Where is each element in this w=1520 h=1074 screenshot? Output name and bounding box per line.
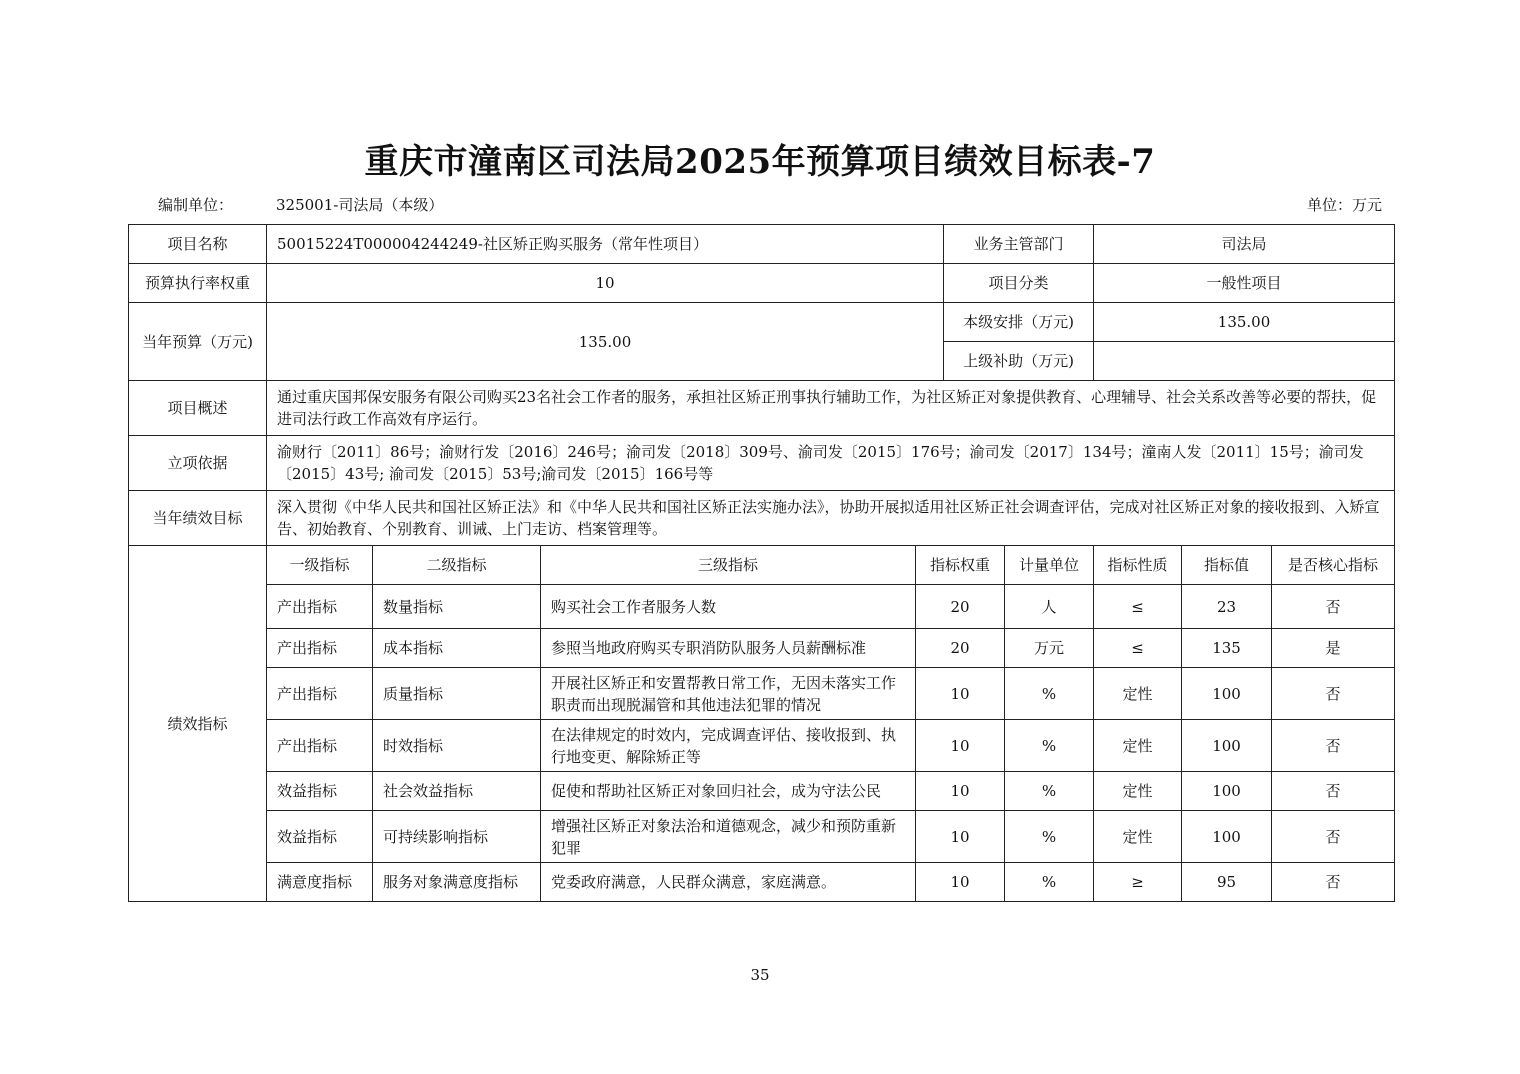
- table-row: [129, 811, 1395, 863]
- table-row: [129, 772, 1395, 811]
- compiling-unit-value: 325001-司法局（本级）: [276, 196, 444, 214]
- level1-cell: 满意度指标: [267, 863, 373, 902]
- project-name-label: 项目名称: [129, 225, 267, 264]
- nature-cell: ≤: [1094, 629, 1182, 668]
- header-core: 是否核心指标: [1272, 546, 1395, 585]
- money-unit: 单位：万元: [1306, 196, 1382, 214]
- header-weight: 指标权重: [916, 546, 1005, 585]
- weight-cell: 20: [916, 585, 1005, 629]
- budget-row: [129, 303, 1395, 342]
- basis-label: 立项依据: [129, 436, 267, 491]
- overview-text: 通过重庆国邦保安服务有限公司购买23名社会工作者的服务，承担社区矫正刑事执行辅助工作，为社区矫正对象提供教育、心理辅导、社会关系改善等必要的帮扶，促进司法行政工作高效有序运行。: [267, 381, 1395, 436]
- core-cell: 否: [1272, 772, 1395, 811]
- goal-label: 当年绩效目标: [129, 491, 267, 546]
- weight-cell: 10: [916, 811, 1005, 863]
- unit-cell: %: [1005, 668, 1094, 720]
- table-row: [129, 585, 1395, 629]
- category-label: 项目分类: [944, 264, 1094, 303]
- value-cell: 95: [1182, 863, 1272, 902]
- weight-cell: 10: [916, 863, 1005, 902]
- unit-cell: %: [1005, 772, 1094, 811]
- value-cell: 100: [1182, 772, 1272, 811]
- weight-row: [129, 264, 1395, 303]
- nature-cell: 定性: [1094, 720, 1182, 772]
- value-cell: 100: [1182, 668, 1272, 720]
- unit-cell: %: [1005, 720, 1094, 772]
- unit-cell: 人: [1005, 585, 1094, 629]
- compiling-unit-label: 编制单位：: [158, 196, 234, 214]
- core-cell: 否: [1272, 863, 1395, 902]
- nature-cell: 定性: [1094, 772, 1182, 811]
- basis-row: [129, 436, 1395, 491]
- project-name-value: 50015224T000004244249-社区矫正购买服务（常年性项目）: [267, 225, 944, 264]
- level3-cell: 在法律规定的时效内，完成调查评估、接收报到、执行地变更、解除矫正等: [541, 720, 916, 772]
- category-value: 一般性项目: [1094, 264, 1395, 303]
- level3-cell: 促使和帮助社区矫正对象回归社会，成为守法公民: [541, 772, 916, 811]
- level1-cell: 产出指标: [267, 629, 373, 668]
- core-cell: 是: [1272, 629, 1395, 668]
- header-nature: 指标性质: [1094, 546, 1182, 585]
- level2-cell: 社会效益指标: [373, 772, 541, 811]
- core-cell: 否: [1272, 585, 1395, 629]
- level2-cell: 质量指标: [373, 668, 541, 720]
- budget-label: 当年预算（万元): [129, 303, 267, 381]
- header-level2: 二级指标: [373, 546, 541, 585]
- weight-cell: 10: [916, 668, 1005, 720]
- local-budget-value: 135.00: [1094, 303, 1395, 342]
- header-value: 指标值: [1182, 546, 1272, 585]
- level1-cell: 产出指标: [267, 585, 373, 629]
- weight-value: 10: [267, 264, 944, 303]
- goal-text: 深入贯彻《中华人民共和国社区矫正法》和《中华人民共和国社区矫正法实施办法》，协助开展拟适用社区矫正社会调查评估，完成对社区矫正对象的接收报到、入矫宣告、初始教育、个别教育、训诫、上门走访、档案管理等。: [267, 491, 1395, 546]
- level2-cell: 时效指标: [373, 720, 541, 772]
- table-row: [129, 668, 1395, 720]
- upper-subsidy-value: [1094, 342, 1395, 381]
- unit-cell: %: [1005, 863, 1094, 902]
- level2-cell: 成本指标: [373, 629, 541, 668]
- core-cell: 否: [1272, 668, 1395, 720]
- weight-label: 预算执行率权重: [129, 264, 267, 303]
- core-cell: 否: [1272, 811, 1395, 863]
- level3-cell: 开展社区矫正和安置帮教日常工作，无因未落实工作职责而出现脱漏管和其他违法犯罪的情况: [541, 668, 916, 720]
- table-row: [129, 629, 1395, 668]
- level1-cell: 效益指标: [267, 772, 373, 811]
- unit-cell: 万元: [1005, 629, 1094, 668]
- nature-cell: ≤: [1094, 585, 1182, 629]
- value-cell: 23: [1182, 585, 1272, 629]
- value-cell: 135: [1182, 629, 1272, 668]
- level2-cell: 服务对象满意度指标: [373, 863, 541, 902]
- table-row: [129, 863, 1395, 902]
- nature-cell: 定性: [1094, 668, 1182, 720]
- local-budget-label: 本级安排（万元): [944, 303, 1094, 342]
- value-cell: 100: [1182, 811, 1272, 863]
- dept-label: 业务主管部门: [944, 225, 1094, 264]
- basis-text: 渝财行〔2011〕86号；渝财行发〔2016〕246号；渝司发〔2018〕309号、渝司发〔2015〕176号；渝司发〔2017〕134号；潼南人发〔2011〕15号；渝司发〔2015〕43号; 渝司发〔2015〕53号;渝司发〔2015〕166号等: [267, 436, 1395, 491]
- header-unit: 计量单位: [1005, 546, 1094, 585]
- nature-cell: 定性: [1094, 811, 1182, 863]
- page-title: 重庆市潼南区司法局2025年预算项目绩效目标表-7: [364, 142, 1156, 182]
- indicators-label: 绩效指标: [129, 546, 267, 902]
- level1-cell: 效益指标: [267, 811, 373, 863]
- level3-cell: 购买社会工作者服务人数: [541, 585, 916, 629]
- level2-cell: 数量指标: [373, 585, 541, 629]
- project-name-row: [129, 225, 1395, 264]
- goal-row: [129, 491, 1395, 546]
- budget-value: 135.00: [267, 303, 944, 381]
- performance-target-table: [128, 224, 1395, 902]
- overview-label: 项目概述: [129, 381, 267, 436]
- header-level1: 一级指标: [267, 546, 373, 585]
- level1-cell: 产出指标: [267, 720, 373, 772]
- level2-cell: 可持续影响指标: [373, 811, 541, 863]
- value-cell: 100: [1182, 720, 1272, 772]
- header-level3: 三级指标: [541, 546, 916, 585]
- indicator-header-row: [129, 546, 1395, 585]
- level1-cell: 产出指标: [267, 668, 373, 720]
- overview-row: [129, 381, 1395, 436]
- nature-cell: ≥: [1094, 863, 1182, 902]
- unit-cell: %: [1005, 811, 1094, 863]
- weight-cell: 10: [916, 720, 1005, 772]
- weight-cell: 20: [916, 629, 1005, 668]
- table-row: [129, 720, 1395, 772]
- weight-cell: 10: [916, 772, 1005, 811]
- core-cell: 否: [1272, 720, 1395, 772]
- dept-value: 司法局: [1094, 225, 1395, 264]
- page-number: 35: [750, 966, 770, 984]
- upper-subsidy-label: 上级补助（万元): [944, 342, 1094, 381]
- level3-cell: 党委政府满意，人民群众满意，家庭满意。: [541, 863, 916, 902]
- level3-cell: 参照当地政府购买专职消防队服务人员薪酬标准: [541, 629, 916, 668]
- level3-cell: 增强社区矫正对象法治和道德观念，减少和预防重新犯罪: [541, 811, 916, 863]
